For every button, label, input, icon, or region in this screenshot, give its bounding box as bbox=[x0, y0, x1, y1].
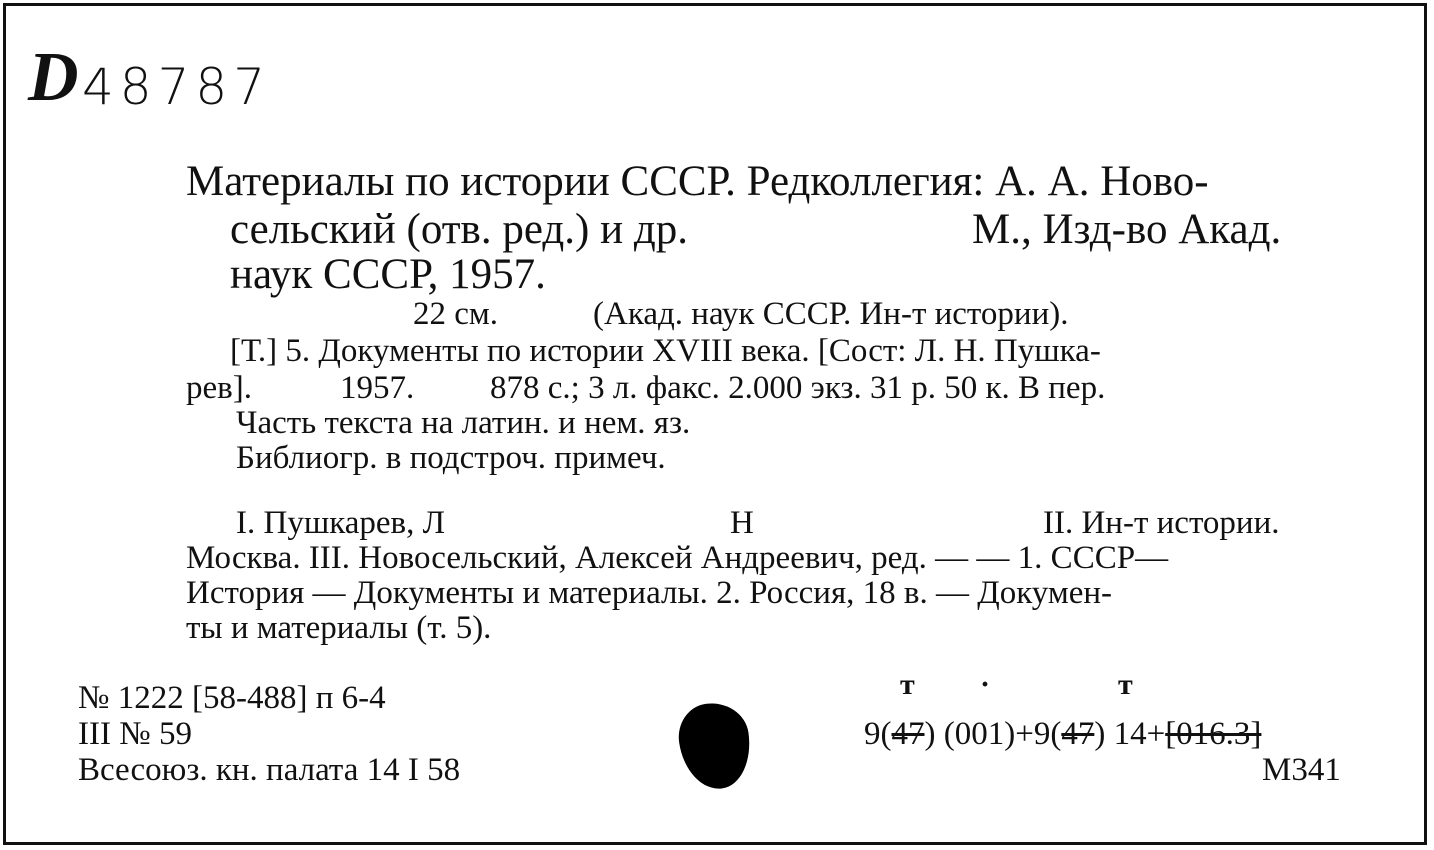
author-mark: М341 bbox=[1262, 752, 1341, 788]
call-number: 48787 bbox=[82, 58, 272, 116]
class-part-3: ) 14+ bbox=[1094, 716, 1166, 752]
class-part-2: ) (001)+9( bbox=[924, 716, 1062, 752]
tracing-1-initial: Н bbox=[730, 505, 754, 541]
class-part-1: 9( bbox=[864, 716, 892, 752]
language-note: Часть текста на латин. и нем. яз. bbox=[236, 405, 691, 441]
series: (Акад. наук СССР. Ин-т истории). bbox=[593, 296, 1069, 332]
call-letter: D bbox=[28, 39, 77, 116]
class-struck-3: [016.3] bbox=[1165, 716, 1262, 752]
card-number: № 1222 [58-488] п 6-4 bbox=[78, 680, 386, 716]
imprint: М., Изд-во Акад. bbox=[972, 206, 1282, 253]
class-struck-2: 47 bbox=[1061, 716, 1095, 752]
tracing-line-4: ты и материалы (т. 5). bbox=[186, 610, 492, 646]
bibliography-note: Библиогр. в подстроч. примеч. bbox=[236, 440, 666, 476]
tracing-line-3: История — Документы и материалы. 2. Россия, 18 в. — Докумен- bbox=[186, 575, 1113, 611]
tracing-2: II. Ин-т истории. bbox=[1043, 505, 1280, 541]
compiler-end: рев]. bbox=[186, 370, 252, 406]
year: 1957. bbox=[340, 370, 415, 406]
tracing-line-2: Москва. III. Новосельский, Алексей Андреевич, ред. — — 1. СССР— bbox=[186, 540, 1169, 576]
title-line-3: наук СССР, 1957. bbox=[230, 251, 546, 298]
mark-1: т bbox=[900, 668, 915, 701]
volume-line: [Т.] 5. Документы по истории XVIII века. [Сост: Л. Н. Пушка- bbox=[230, 333, 1101, 369]
title-line-1: Материалы по истории СССР. Редколлегия: А. А. Ново- bbox=[186, 158, 1209, 205]
mark-2: · bbox=[980, 668, 991, 701]
size: 22 см. bbox=[413, 296, 499, 332]
tracing-1: I. Пушкарев, Л bbox=[236, 505, 446, 541]
title-line-2: сельский (отв. ред.) и др. bbox=[230, 206, 688, 253]
chamber-stamp: Всесоюз. кн. палата 14 I 58 bbox=[78, 752, 461, 788]
extent: 878 с.; 3 л. факс. 2.000 экз. 31 р. 50 к. В пер. bbox=[490, 370, 1106, 406]
series-number: III № 59 bbox=[78, 716, 192, 752]
mark-3: т bbox=[1118, 668, 1133, 701]
classification-index bbox=[864, 716, 1261, 753]
class-struck-1: 47 bbox=[891, 716, 925, 752]
